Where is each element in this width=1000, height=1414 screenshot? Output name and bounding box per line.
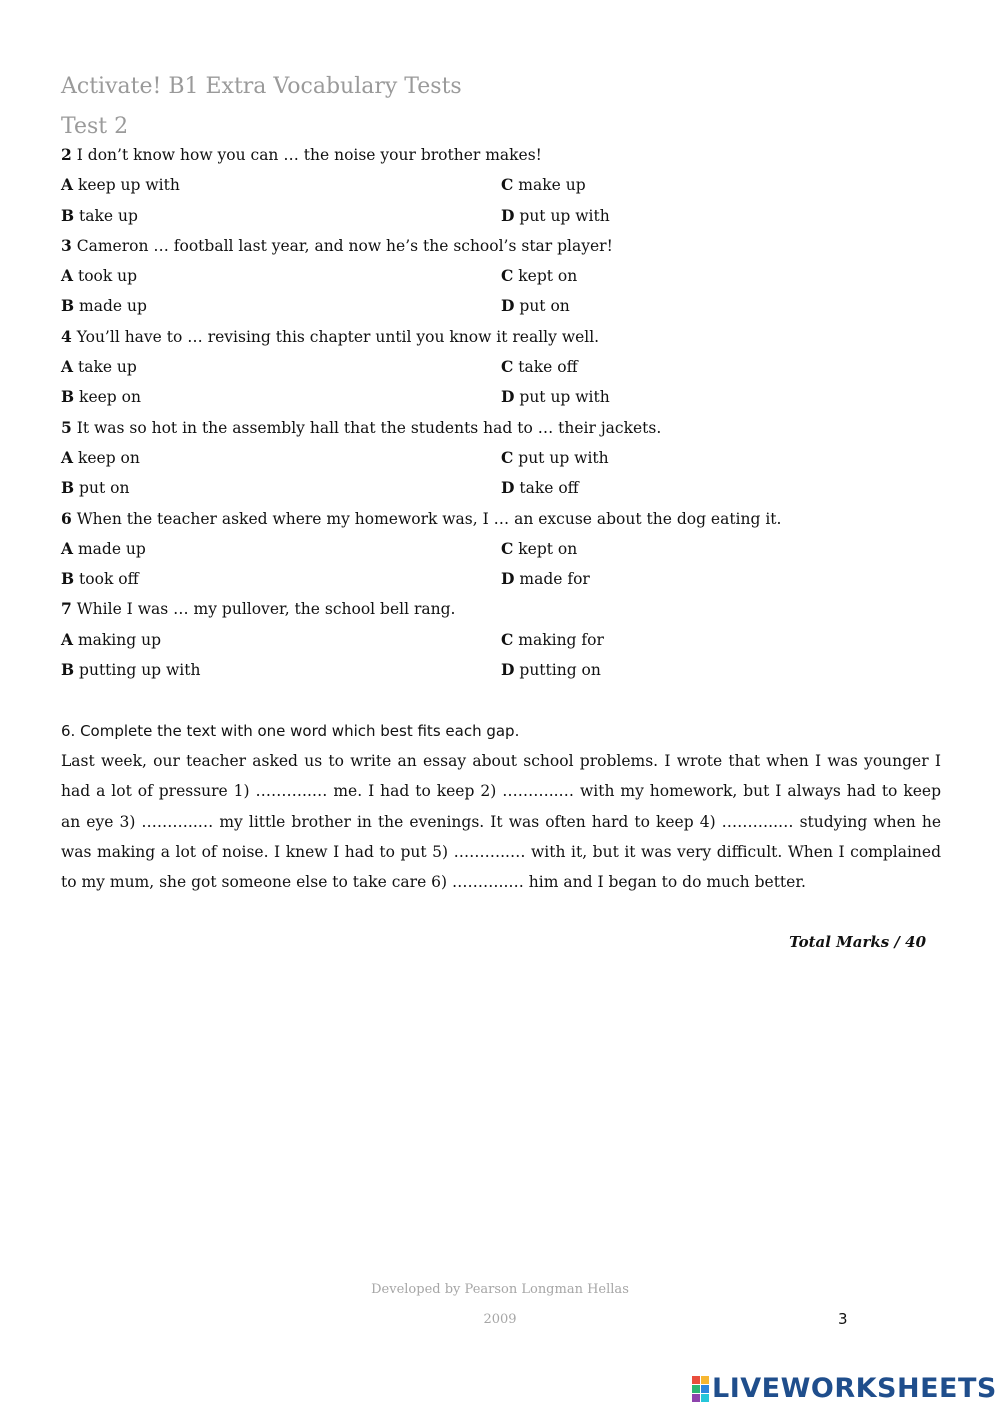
question-text: While I was … my pullover, the school bell rang. [76, 600, 456, 619]
question-text: Cameron … football last year, and now he’s the school’s star player! [76, 236, 613, 255]
option-row [61, 352, 941, 382]
option-text: putting up with [79, 661, 201, 680]
option-letter: A [61, 266, 74, 286]
question-stem [61, 504, 941, 534]
option-letter: D [501, 660, 515, 680]
option-d[interactable] [501, 201, 941, 231]
footer-developer: Developed by Pearson Longman Hellas [371, 1282, 629, 1297]
question-list [61, 140, 941, 685]
option-a[interactable] [61, 534, 501, 564]
question-number: 3 [61, 235, 72, 255]
option-letter: D [501, 478, 515, 498]
logo-square [701, 1385, 709, 1393]
option-row [61, 655, 941, 685]
option-text: make up [518, 176, 586, 195]
option-d[interactable] [501, 291, 941, 321]
question-number: 2 [61, 145, 72, 164]
test-title: Test 2 [61, 114, 129, 139]
option-text: put up with [519, 388, 610, 407]
option-text: put up with [519, 206, 610, 225]
option-row [61, 201, 941, 231]
option-c[interactable] [501, 261, 941, 291]
option-text: put up with [518, 448, 609, 467]
option-c[interactable] [501, 443, 941, 473]
option-text: take off [519, 479, 579, 498]
logo-square [692, 1385, 700, 1393]
option-row [61, 170, 941, 200]
option-text: made for [519, 570, 590, 589]
option-letter: B [61, 660, 75, 680]
page-number: 3 [838, 1310, 848, 1328]
question-text: When the teacher asked where my homework was, I … an excuse about the dog eating it. [76, 509, 782, 528]
option-text: put on [79, 479, 130, 498]
option-letter: A [61, 447, 74, 467]
page-header [61, 70, 462, 142]
brand-name: LIVEWORKSHEETS [712, 1373, 997, 1404]
option-letter: C [501, 357, 514, 377]
option-letter: C [501, 266, 514, 286]
footer-year: 2009 [483, 1312, 517, 1327]
question-text: I don’t know how you can … the noise your brother makes! [76, 146, 542, 164]
option-c[interactable] [501, 352, 941, 382]
option-text: took up [77, 267, 138, 286]
option-b[interactable] [61, 291, 501, 321]
option-letter: A [61, 629, 74, 649]
option-b[interactable] [61, 473, 501, 503]
question-text: You’ll have to … revising this chapter until you know it really well. [76, 327, 600, 346]
option-row [61, 473, 941, 503]
option-letter: C [501, 447, 514, 467]
option-a[interactable] [61, 170, 501, 200]
option-a[interactable] [61, 625, 501, 655]
option-letter: B [61, 569, 75, 589]
option-text: making up [77, 630, 161, 649]
option-text: take up [77, 358, 137, 377]
option-letter: D [501, 205, 515, 225]
option-b[interactable] [61, 655, 501, 685]
option-letter: C [501, 175, 514, 195]
option-row [61, 625, 941, 655]
option-c[interactable] [501, 170, 941, 200]
option-text: take off [518, 358, 578, 377]
question-stem [61, 322, 941, 352]
option-text: took off [79, 570, 139, 589]
question-number: 6 [61, 508, 72, 528]
option-row [61, 443, 941, 473]
option-row [61, 291, 941, 321]
option-letter: D [501, 569, 515, 589]
option-letter: B [61, 478, 75, 498]
option-row [61, 382, 941, 412]
option-text: kept on [518, 539, 578, 558]
option-d[interactable] [501, 473, 941, 503]
logo-square [701, 1376, 709, 1384]
option-b[interactable] [61, 382, 501, 412]
option-d[interactable] [501, 655, 941, 685]
gap-fill-section [61, 716, 941, 897]
option-letter: C [501, 629, 514, 649]
gap-fill-paragraph: Last week, our teacher asked us to write an essay about school problems. I wrote that when I was younger I had a lot of pressure 1) ………..… me. I had to keep 2) ………..… with my homework, but I always had to keep an eye 3) ………..… my little brother in the evenings. It was often hard to keep 4) ………..… studying when he was making a lot of noise. I knew I had to put 5) ………..… with it, but it was very difficult. When I complained to my mum, she got someone else to take care 6) ………..… him and I began to do much better. [61, 752, 941, 892]
logo-square [692, 1394, 700, 1402]
question-number: 4 [61, 326, 72, 346]
question-number: 7 [61, 599, 72, 619]
liveworksheets-logo[interactable] [692, 1374, 997, 1404]
logo-square [701, 1394, 709, 1402]
option-letter: D [501, 296, 515, 316]
document-title: Activate! B1 Extra Vocabulary Tests [61, 74, 462, 99]
option-row [61, 261, 941, 291]
option-text: keep up with [77, 176, 180, 195]
option-text: made up [79, 297, 147, 316]
option-text: putting on [519, 661, 601, 680]
option-text: making for [518, 630, 604, 649]
option-a[interactable] [61, 443, 501, 473]
question-stem [61, 231, 941, 261]
option-text: kept on [518, 267, 578, 286]
option-letter: B [61, 205, 75, 225]
question-stem [61, 413, 941, 443]
option-letter: A [61, 538, 74, 558]
option-letter: B [61, 387, 75, 407]
option-c[interactable] [501, 625, 941, 655]
option-c[interactable] [501, 534, 941, 564]
question-stem [61, 594, 941, 624]
option-b[interactable] [61, 201, 501, 231]
option-letter: C [501, 538, 514, 558]
question-number: 5 [61, 417, 72, 437]
total-marks: Total Marks / 40 [789, 933, 926, 951]
option-text: take up [79, 206, 138, 225]
logo-square [692, 1376, 700, 1384]
option-text: put on [519, 297, 570, 316]
question-stem [61, 140, 941, 170]
liveworksheets-mark-icon [692, 1376, 709, 1402]
option-text: keep on [79, 388, 141, 407]
option-letter: D [501, 387, 515, 407]
option-d[interactable] [501, 564, 941, 594]
option-row [61, 534, 941, 564]
option-d[interactable] [501, 382, 941, 412]
option-letter: B [61, 296, 75, 316]
option-b[interactable] [61, 564, 501, 594]
option-letter: A [61, 175, 74, 195]
option-a[interactable] [61, 352, 501, 382]
option-row [61, 564, 941, 594]
option-text: keep on [77, 448, 140, 467]
option-text: made up [77, 539, 146, 558]
question-text: It was so hot in the assembly hall that the students had to … their jackets. [76, 418, 662, 437]
option-a[interactable] [61, 261, 501, 291]
section-title: 6. Complete the text with one word which best fits each gap. [61, 722, 520, 740]
option-letter: A [61, 357, 74, 377]
